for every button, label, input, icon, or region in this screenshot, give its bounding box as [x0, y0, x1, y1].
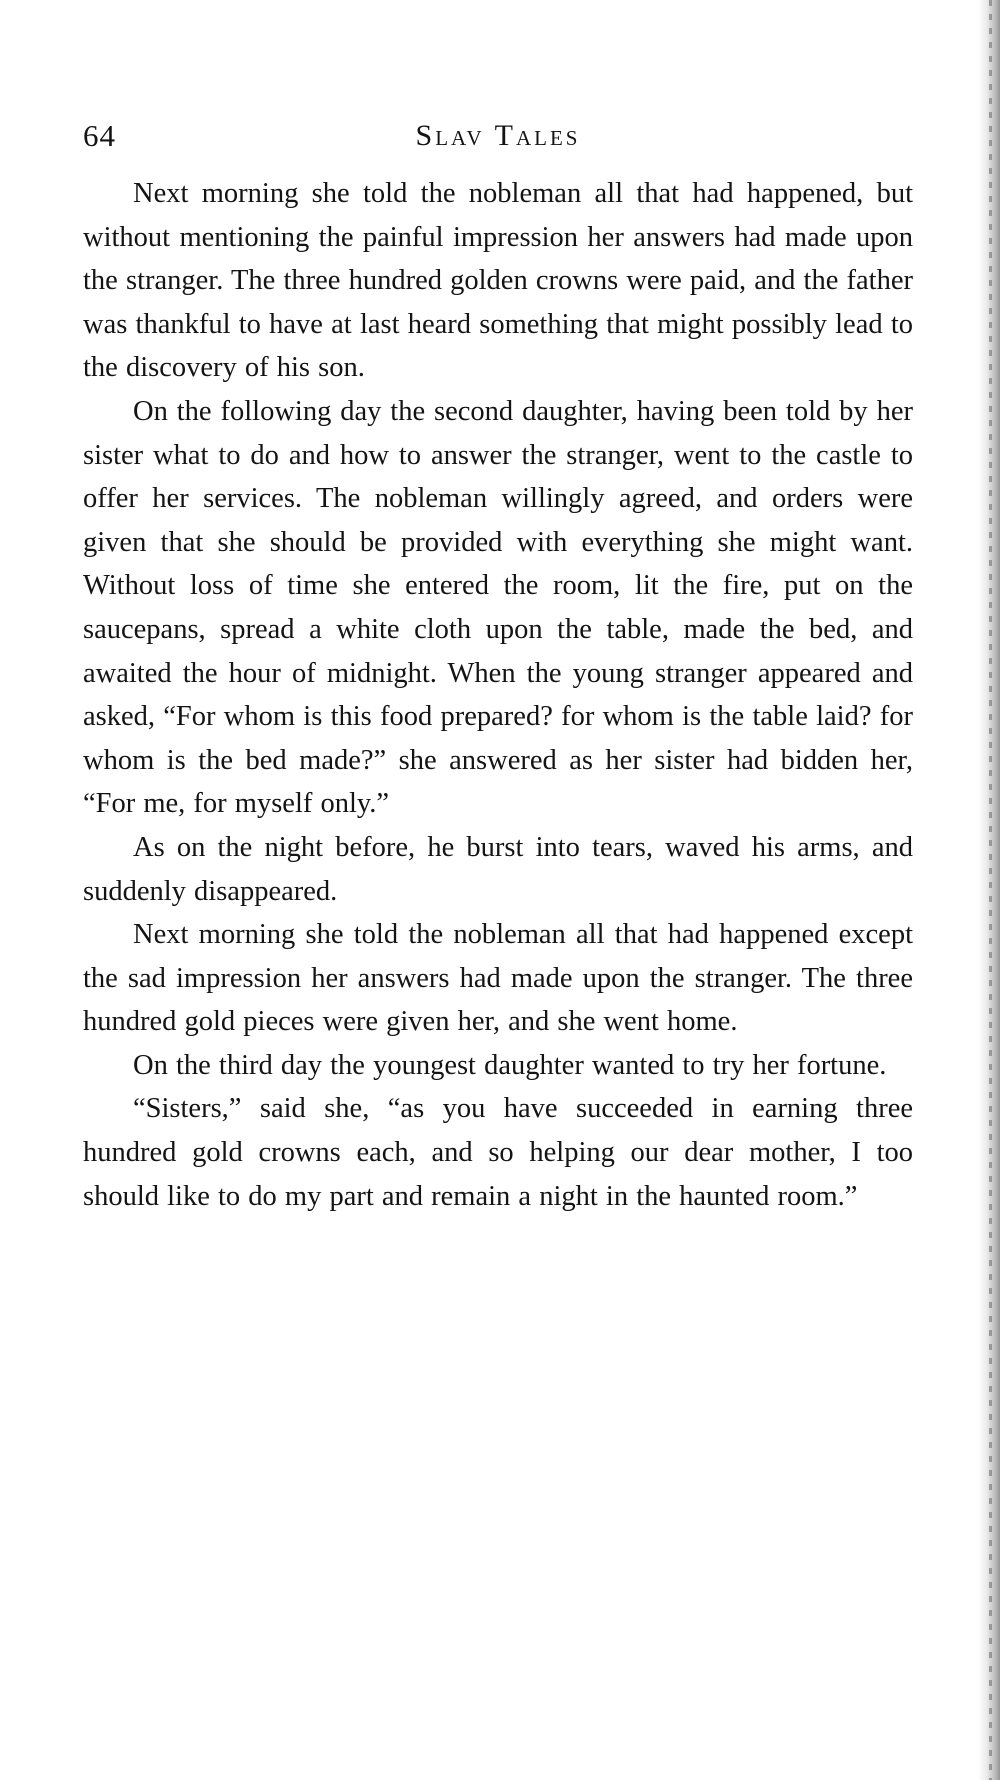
- paragraph: Next morning she told the nobleman all that had happened except the sad impression her answers had made upon the stranger. The three hundred gold pieces were given her, and she went home.: [83, 919, 913, 1038]
- paragraph: On the following day the second daughter, having been told by her sister what to do and how to answer the stranger, went to the castle to offer her services. The nobleman willingly agreed, and orders were given that she should be provided with everything she might want. Without loss of time she entered the room, lit the fire, put on the saucepans, spread a white cloth upon the table, made the bed, and awaited the hour of midnight. When the young stranger appeared and asked, “For whom is this food prepared? for whom is the table laid? for whom is the bed made?” she answered as her sister had bidden her, “For me, for myself only.”: [83, 395, 913, 820]
- page-edge-binding: [989, 0, 992, 1780]
- text-body: [83, 172, 913, 1218]
- paragraph: On the third day the youngest daughter wanted to try her fortune.: [133, 1049, 887, 1081]
- running-title: Slav Tales: [415, 119, 581, 152]
- page-header: [83, 118, 913, 158]
- paragraph: “Sisters,” said she, “as you have succeeded in earning three hundred gold crowns each, and so helping our dear mother, I too should like to do my part and remain a night in the haunted room.”: [83, 1093, 913, 1212]
- paragraph: Next morning she told the nobleman all that had happened, but without mentioning the painful impression her answers had made upon the stranger. The three hundred golden crowns were paid, and the father was thankful to have at last heard something that might possibly lead to the discovery of his son.: [83, 178, 913, 384]
- page-number: 64: [83, 118, 116, 153]
- paragraph: As on the night before, he burst into tears, waved his arms, and suddenly disappeared.: [83, 831, 913, 907]
